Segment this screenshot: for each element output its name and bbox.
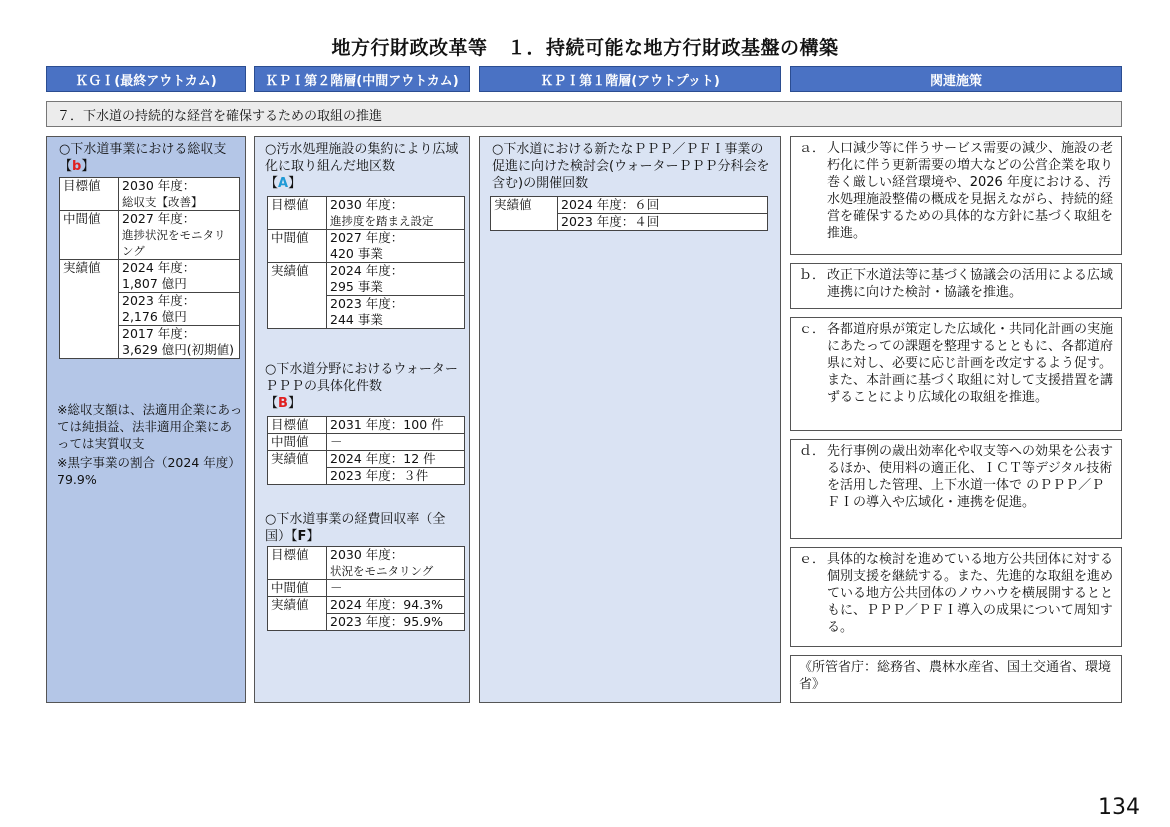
mark-close: 】: [287, 396, 301, 411]
table-row: [268, 468, 465, 485]
kpi2-b-mark: B: [278, 396, 288, 411]
row-value: －: [327, 434, 465, 451]
table-row: [268, 547, 465, 580]
row-value: 2023 年度：３件: [327, 468, 465, 485]
measure-a: [790, 136, 1122, 255]
row-label: 目標値: [268, 197, 327, 230]
table-row: [491, 214, 768, 231]
kpi2-a-heading: [265, 141, 463, 192]
measure-text: 先行事例の歳出効率化や収支等への効果を公表するほか、使用料の適正化、ＩＣＴ等デジタル技術を活用した管理、上下水道一体で のＰＰＰ／ＰＦＩの導入や広域化・連携を促進。: [827, 444, 1114, 510]
value-line: 2024 年度：: [122, 260, 196, 275]
kgi-mark: b: [72, 159, 82, 174]
kgi-heading: [59, 141, 241, 175]
measure-text: 具体的な検討を進めている地方公共団体に対する個別支援を継続する。また、先進的な取組を進めている地方公共団体のノウハウを横展開するとともに、ＰＰＰ／ＰＦＩ導入の成果について周知する。: [827, 552, 1114, 635]
table-row: [60, 211, 240, 260]
header-kpi1: ＫＰＩ第１階層(アウトプット): [479, 66, 781, 92]
kpi1-heading: ○下水道における新たなＰＰＰ／ＰＦＩ事業の促進に向けた検討会(ウォーターＰＰＰ分科会を含む)の開催回数: [492, 142, 770, 191]
row-label: [268, 614, 327, 631]
kpi2-a-table: [267, 196, 465, 329]
row-value: [327, 197, 465, 230]
measure-letter: ｅ．: [799, 552, 826, 567]
measure-letter: ｃ．: [799, 322, 826, 337]
row-label: 実績値: [491, 197, 558, 214]
value-line: 3,629 億円(初期値): [122, 342, 235, 357]
row-label: 実績値: [268, 597, 327, 614]
kpi2-f-heading-text: ○下水道事業の経費回収率（全国）: [265, 512, 446, 544]
measure-letter: ａ．: [799, 141, 826, 156]
measure-c: [790, 317, 1122, 431]
row-value: 2024 年度：６回: [558, 197, 768, 214]
kpi2-a-mark: A: [278, 176, 289, 191]
value-line: 2,176 億円: [122, 309, 187, 324]
value-line: 2030 年度：: [330, 197, 404, 212]
measure-e: [790, 547, 1122, 647]
table-row: [60, 178, 240, 211]
value-line: 2027 年度：: [330, 230, 404, 245]
value-line: 420 事業: [330, 246, 383, 261]
kpi2-b-table: [267, 416, 465, 485]
row-label: 実績値: [268, 451, 327, 468]
row-value: [119, 260, 240, 293]
measure-d: [790, 439, 1122, 539]
row-value: 2024 年度：12 件: [327, 451, 465, 468]
table-row: [268, 451, 465, 468]
row-label: [268, 468, 327, 485]
row-value: [119, 211, 240, 260]
value-line: 295 事業: [330, 279, 383, 294]
row-value: 2024 年度：94.3%: [327, 597, 465, 614]
mark-close: 】: [288, 176, 302, 191]
table-row: [268, 580, 465, 597]
table-row: [268, 434, 465, 451]
measure-b: [790, 263, 1122, 309]
table-row: [268, 417, 465, 434]
table-row: [60, 326, 240, 359]
row-label: [60, 326, 119, 359]
row-value: [119, 178, 240, 211]
row-label: 中間値: [60, 211, 119, 260]
mark-open: 【: [291, 529, 298, 544]
mark-open: 【: [265, 176, 279, 191]
row-label: 目標値: [268, 547, 327, 580]
value-line: 2030 年度：: [330, 547, 404, 562]
row-value: [327, 263, 465, 296]
table-row: [268, 296, 465, 329]
row-value: －: [327, 580, 465, 597]
table-row: [60, 293, 240, 326]
kpi2-f-heading: [265, 511, 463, 545]
page-number: 134: [1098, 795, 1140, 820]
table-row: [268, 230, 465, 263]
measure-letter: ｄ．: [799, 444, 826, 459]
row-value: [327, 230, 465, 263]
row-label: 中間値: [268, 434, 327, 451]
mark-close: 】: [306, 529, 320, 544]
value-line: 2030 年度：: [122, 178, 196, 193]
kgi-note-2: ※黒字事業の割合（2024 年度）79.9%: [57, 455, 241, 487]
kpi2-b-heading-text: ○下水道分野におけるウォーターＰＰＰの具体化件数: [265, 362, 458, 394]
row-value: 2023 年度：４回: [558, 214, 768, 231]
kpi2-a-heading-text: ○汚水処理施設の集約により広域化に取り組んだ地区数: [265, 142, 459, 174]
kpi2-f-table: [267, 546, 465, 631]
measure-text: 各都道府県が策定した広域化・共同化計画の実施にあたっての課題を整理するとともに、各都道府県に対し、必要に応じ計画を改定するよう促す。また、本計画に基づく取組に対して支援措置を講ずることにより広域化の取組を推進。: [827, 322, 1114, 405]
row-value: [119, 326, 240, 359]
row-label: [60, 293, 119, 326]
row-value: 2031 年度：100 件: [327, 417, 465, 434]
row-label: [491, 214, 558, 231]
header-kgi: ＫＧＩ(最終アウトカム): [46, 66, 246, 92]
kpi2-column: [254, 136, 470, 703]
table-row: [491, 197, 768, 214]
value-line: 進捗状況をモニタリング: [122, 228, 226, 258]
value-line: 244 事業: [330, 312, 383, 327]
row-label: 中間値: [268, 230, 327, 263]
value-line: 進捗度を踏まえ設定: [330, 214, 434, 228]
table-row: [268, 597, 465, 614]
measure-text: 人口減少等に伴うサービス需要の減少、施設の老朽化に伴う更新需要の増大などの公営企業を取り巻く厳しい経営環境や、2026 年度における、汚水処理施設整備の概成を見据えながら、持続的経営を確保するための具体的な方針に基づく取組を推進。: [827, 141, 1114, 241]
measure-letter: ｂ．: [799, 268, 826, 283]
page-title: 地方行財政改革等 １．持続可能な地方行財政基盤の構築: [331, 37, 839, 59]
row-label: 目標値: [60, 178, 119, 211]
kgi-table: [59, 177, 240, 359]
row-value: 2023 年度：95.9%: [327, 614, 465, 631]
row-value: [327, 547, 465, 580]
row-label: [268, 296, 327, 329]
table-row: [60, 260, 240, 293]
row-label: 実績値: [268, 263, 327, 296]
row-value: [327, 296, 465, 329]
value-line: 2027 年度：: [122, 211, 196, 226]
value-line: 2023 年度：: [330, 296, 404, 311]
value-line: 2024 年度：: [330, 263, 404, 278]
header-measures: 関連施策: [790, 66, 1122, 92]
kgi-column: [46, 136, 246, 703]
row-label: 実績値: [60, 260, 119, 293]
row-value: [119, 293, 240, 326]
value-line: 1,807 億円: [122, 276, 187, 291]
header-kpi2: ＫＰＩ第２階層(中間アウトカム): [254, 66, 470, 92]
value-line: 総収支【改善】: [122, 195, 203, 209]
kgi-note-1: ※総収支額は、法適用企業にあっては純損益、法非適用企業にあっては実質収支: [57, 402, 243, 451]
kgi-mark-open: 【: [59, 159, 73, 174]
value-line: 状況をモニタリング: [330, 564, 434, 578]
table-row: [268, 197, 465, 230]
table-row: [268, 263, 465, 296]
kgi-mark-close: 】: [81, 159, 95, 174]
section-heading: ７．下水道の持続的な経営を確保するための取組の推進: [46, 101, 1122, 127]
measure-text: 改正下水道法等に基づく協議会の活用による広域連携に向けた検討・協議を推進。: [827, 268, 1114, 300]
ministries-text: 《所管省庁：総務省、農林水産省、国土交通省、環境省》: [799, 660, 1112, 692]
kpi1-table: [490, 196, 768, 231]
mark-open: 【: [265, 396, 279, 411]
kpi2-b-heading: [265, 361, 463, 412]
ministries: [790, 655, 1122, 703]
kgi-heading-text: ○下水道事業における総収支: [59, 142, 227, 157]
row-label: 目標値: [268, 417, 327, 434]
value-line: 2023 年度：: [122, 293, 196, 308]
kpi2-f-mark: F: [297, 529, 307, 544]
value-line: 2017 年度：: [122, 326, 196, 341]
table-row: [268, 614, 465, 631]
kpi1-column: [479, 136, 781, 703]
row-label: 中間値: [268, 580, 327, 597]
